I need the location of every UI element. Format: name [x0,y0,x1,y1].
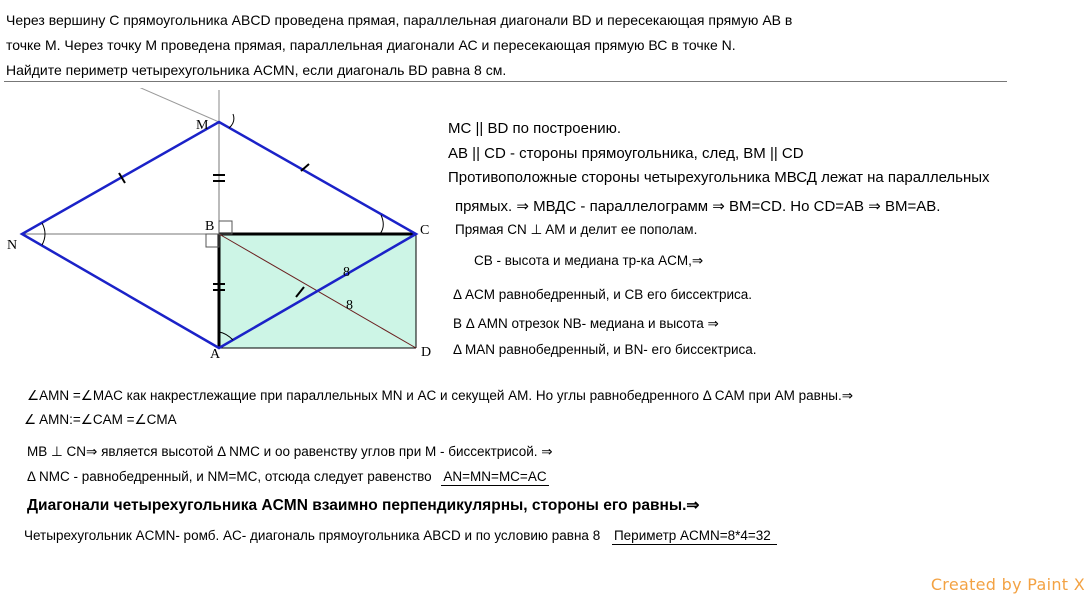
equality-result: AN=MN=MC=AC [443,469,547,484]
reasoning-line-4: прямых. ⇒ МВДС - параллелограмм ⇒ ВМ=СD. Но CD=AB ⇒ ВМ=АВ. [455,198,941,215]
bottom-line-3: MB ⊥ CN⇒ является высотой Δ NMC и оо равенству углов при M - биссектрисой. ⇒ [27,444,553,459]
angle-arc-c [380,215,383,234]
bottom-line-2: ∠ AMN:=∠CAM =∠CMA [24,412,177,427]
label-b: B [205,219,215,234]
bottom-line-6-text: Четырехугольник ACMN- ромб. AC- диагональ прямоугольника ABCD и по условию равна 8 [24,528,601,543]
bottom-line-4-text: Δ NMC - равнобедренный, и NM=MC, отсюда следует равенство [27,469,432,484]
label-d: D [421,345,432,360]
problem-line-3: Найдите периметр четырехугольника ACMN, если диагональ BD равна 8 см. [6,62,507,78]
reasoning-line-2: AB || CD - стороны прямоугольника, след, BM || CD [448,145,804,162]
reasoning-line-5: Прямая CN ⊥ AM и делит ее пополам. [455,222,698,237]
right-angle-mark-2 [206,234,219,247]
perimeter-answer: Периметр ACMN=8*4=32 [612,528,777,545]
reasoning-line-9: Δ MAN равнобедренный, и BN- его биссектриса. [453,342,757,357]
problem-divider [4,81,1007,82]
label-m: M [196,118,209,133]
label-a: A [210,347,221,362]
reasoning-line-3: Противоположные стороны четырехугольника МВСД лежат на параллельных [448,169,990,186]
bottom-line-4 [27,469,549,484]
bottom-line-5: Диагонали четырехугольника ACMN взаимно перпендикулярны, стороны его равны.⇒ [27,497,700,514]
label-n: N [7,238,18,253]
reasoning-line-8: В Δ AMN отрезок NB- медиана и высота ⇒ [453,316,719,331]
diagonal-ac-length: 8 [343,265,350,280]
angle-arc-m [229,114,234,128]
problem-line-2: точке М. Через точку М проведена прямая, параллельная диагонали АС и пересекающая прямую ВС в точке N. [6,37,736,53]
watermark: Created by Paint X [930,575,1085,594]
reasoning-line-1: MC || BD по построению. [448,120,622,137]
line-cm-extension [118,88,219,122]
right-angle-mark-1 [219,221,232,234]
label-c: C [420,223,430,238]
bottom-line-6 [24,528,777,543]
diagonal-bd-length: 8 [346,298,353,313]
reasoning-line-7: Δ ACM равнобедренный, и CB его биссектриса. [453,287,753,302]
geometry-figure [0,88,440,378]
bottom-line-1: ∠AMN =∠MAC как накрестлежащие при параллельных MN и AC и секущей AM. Но углы равнобедренного Δ CAM при AM равны.⇒ [27,388,854,403]
problem-line-1: Через вершину С прямоугольника ABCD проведена прямая, параллельная диагонали BD и пересекающая прямую AB в [6,12,793,28]
reasoning-line-6: CB - высота и медиана тр-ка ACM,⇒ [474,253,704,268]
